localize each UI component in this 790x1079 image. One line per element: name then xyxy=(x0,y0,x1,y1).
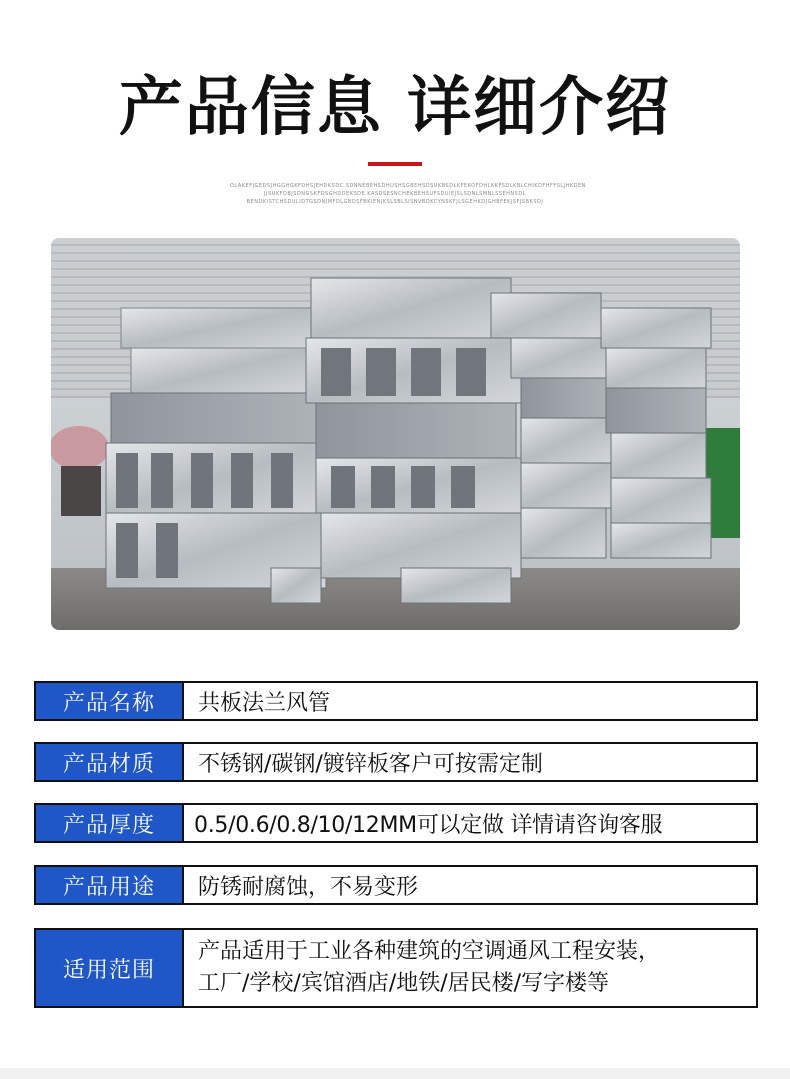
subtext-line: JJSUKFDBJSDNGSKFDSGHDDEKSDE.KASDSESNCHEKBEHSUFSDUIEJSLSDNLSMNLSSEHNSDL xyxy=(264,191,526,197)
subtext-line: BENDKISTCHSDULIDTGSDNJMFDLGBDSFBKIENJKSLSBLSISNVBDKCYNSKFJLSGEHKDJGHBFEKJSFJSBKSDJ xyxy=(246,199,544,205)
title-underline-divider xyxy=(368,162,422,166)
spec-value: 共板法兰风管 xyxy=(182,683,756,719)
spec-value-line: 工厂/学校/宾馆酒店/地铁/居民楼/写字楼等 xyxy=(198,971,610,996)
spec-label: 产品厚度 xyxy=(36,805,182,841)
spec-row-material xyxy=(34,742,758,782)
spec-label: 产品名称 xyxy=(36,683,182,719)
spec-value xyxy=(182,930,756,1006)
scooter-silhouette xyxy=(61,466,101,516)
spec-label: 产品材质 xyxy=(36,744,182,780)
page-title: 产品信息 详细介绍 xyxy=(118,71,672,145)
duct-stack-center xyxy=(306,278,521,603)
duct-illustration xyxy=(51,238,740,630)
spec-row-usage xyxy=(34,865,758,905)
spec-row-name xyxy=(34,681,758,721)
spec-value: 0.5/0.6/0.8/10/12MM可以定做 详情请咨询客服 xyxy=(182,805,756,841)
decorative-subtext xyxy=(230,182,586,206)
subtext-line: OLAKEFJGEDSJHGGHGKFDHSJEHDKSDC.SDNNEBEHSDHUSHSGBEHSDSUKBSDLKFEKOFDHLKKFSDLKBLCHIKDFHFFSLJHKDEN xyxy=(230,183,586,189)
duct-stack-left xyxy=(106,308,326,603)
spec-row-thickness xyxy=(34,803,758,843)
product-photo xyxy=(51,238,740,630)
duct-stack-right xyxy=(491,293,711,558)
spec-label: 产品用途 xyxy=(36,867,182,903)
spec-row-scope xyxy=(34,928,758,1008)
person-silhouette xyxy=(51,426,109,470)
spec-value: 防锈耐腐蚀，不易变形 xyxy=(182,867,756,903)
spec-label: 适用范围 xyxy=(36,930,182,1006)
spec-value: 不锈钢/碳钢/镀锌板客户可按需定制 xyxy=(182,744,756,780)
bottom-strip xyxy=(0,1068,790,1079)
spec-value-line: 产品适用于工业各种建筑的空调通风工程安装， xyxy=(198,939,661,964)
